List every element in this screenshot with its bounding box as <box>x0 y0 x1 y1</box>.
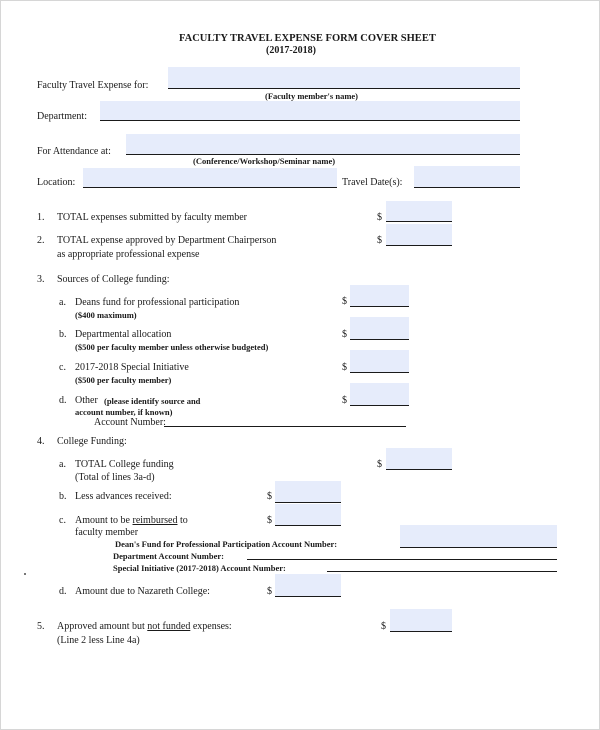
item4b-underline <box>275 502 341 503</box>
item4c-text: Amount to be reimbursed to <box>75 515 188 526</box>
item3d-text: Other <box>75 395 98 406</box>
item3b-underline <box>350 339 409 340</box>
item2-number: 2. <box>37 235 45 246</box>
item3b-dollar: $ <box>342 329 347 340</box>
item4a-amount-field[interactable] <box>386 448 452 469</box>
faculty-hint: (Faculty member's name) <box>265 91 359 101</box>
item4c-letter: c. <box>59 515 66 526</box>
form-year: (2017-2018) <box>266 45 316 56</box>
item3d-account-underline <box>164 426 406 427</box>
item3d-amount-field[interactable] <box>350 383 409 405</box>
travel-dates-label: Travel Date(s): <box>342 177 403 188</box>
item4c-underline <box>275 525 341 526</box>
department-underline <box>100 120 520 121</box>
item1-number: 1. <box>37 212 45 223</box>
dept-account-label: Department Account Number: <box>113 551 224 561</box>
department-field[interactable] <box>100 101 520 120</box>
item4b-amount-field[interactable] <box>275 481 341 502</box>
item4b-dollar: $ <box>267 491 272 502</box>
item4b-text: Less advances received: <box>75 491 172 502</box>
item3c-amount-field[interactable] <box>350 350 409 372</box>
item5-text-underlined: not funded <box>147 621 191 632</box>
item1-underline <box>386 221 452 222</box>
department-label: Department: <box>37 111 87 122</box>
special-account-field[interactable] <box>327 561 557 571</box>
item3d-underline <box>350 405 409 406</box>
travel-dates-field[interactable] <box>414 166 520 187</box>
item3b-note: ($500 per faculty member unless otherwise budgeted) <box>75 342 269 352</box>
item4-text: College Funding: <box>57 436 127 447</box>
item2-text-line2: as appropriate professional expense <box>57 249 200 260</box>
item4a-underline <box>386 469 452 470</box>
item4c-text-line2: faculty member <box>75 527 139 538</box>
special-account-label: Special Initiative (2017-2018) Account Number: <box>113 563 286 573</box>
item5-text-line2: (Line 2 less Line 4a) <box>57 635 140 646</box>
item4d-underline <box>275 596 341 597</box>
item3b-amount-field[interactable] <box>350 317 409 339</box>
item4d-amount-field[interactable] <box>275 574 341 596</box>
item3a-text: Deans fund for professional participation <box>75 297 240 308</box>
item1-amount-field[interactable] <box>386 201 452 221</box>
item4c-text-underlined: reimbursed <box>132 515 178 526</box>
item4-number: 4. <box>37 436 45 447</box>
deans-account-underline <box>400 547 557 548</box>
item3-text: Sources of College funding: <box>57 274 170 285</box>
dept-account-underline <box>247 559 557 560</box>
item4a-text: TOTAL College funding <box>75 459 174 470</box>
form-title: FACULTY TRAVEL EXPENSE FORM COVER SHEET <box>179 33 436 44</box>
location-underline <box>83 187 337 188</box>
item3d-account-label: Account Number: <box>94 417 166 428</box>
deans-account-field[interactable] <box>400 525 557 547</box>
attendance-hint: (Conference/Workshop/Seminar name) <box>193 156 336 166</box>
attendance-field[interactable] <box>126 134 520 154</box>
item3d-letter: d. <box>59 395 67 406</box>
item5-amount-field[interactable] <box>390 609 452 631</box>
item3c-underline <box>350 372 409 373</box>
margin-mark <box>24 573 26 575</box>
item1-text: TOTAL expenses submitted by faculty member <box>57 212 247 223</box>
item5-dollar: $ <box>381 621 386 632</box>
deans-account-label: Dean's Fund for Professional Participation Account Number: <box>115 539 338 549</box>
item2-dollar: $ <box>377 235 382 246</box>
faculty-label: Faculty Travel Expense for: <box>37 80 149 91</box>
item3a-underline <box>350 306 409 307</box>
location-field[interactable] <box>83 168 337 187</box>
faculty-underline <box>168 88 520 89</box>
item4c-amount-field[interactable] <box>275 504 341 525</box>
item3d-dollar: $ <box>342 395 347 406</box>
item3d-account-field[interactable] <box>164 416 406 426</box>
item4b-letter: b. <box>59 491 67 502</box>
item3b-letter: b. <box>59 329 67 340</box>
item3-number: 3. <box>37 274 45 285</box>
faculty-name-field[interactable] <box>168 67 520 88</box>
item3a-letter: a. <box>59 297 66 308</box>
item4d-dollar: $ <box>267 586 272 597</box>
item5-underline <box>390 631 452 632</box>
item4a-letter: a. <box>59 459 66 470</box>
item4d-text: Amount due to Nazareth College: <box>75 586 210 597</box>
item1-dollar: $ <box>377 212 382 223</box>
item4a-note: (Total of lines 3a-d) <box>75 472 155 483</box>
item2-text: TOTAL expense approved by Department Chairperson <box>57 235 277 246</box>
item4c-dollar: $ <box>267 515 272 526</box>
item5-number: 5. <box>37 621 45 632</box>
special-account-underline <box>327 571 557 572</box>
item3d-note-line2: account number, if known) <box>75 407 173 417</box>
item4d-letter: d. <box>59 586 67 597</box>
location-label: Location: <box>37 177 76 188</box>
item3b-text: Departmental allocation <box>75 329 172 340</box>
item3a-dollar: $ <box>342 296 347 307</box>
item5-text: Approved amount but not funded expenses: <box>57 621 232 632</box>
item3c-text: 2017-2018 Special Initiative <box>75 362 189 373</box>
item2-underline <box>386 245 452 246</box>
item4a-dollar: $ <box>377 459 382 470</box>
attendance-underline <box>126 154 520 155</box>
item3a-amount-field[interactable] <box>350 285 409 306</box>
item3a-note: ($400 maximum) <box>75 310 137 320</box>
item3c-dollar: $ <box>342 362 347 373</box>
dept-account-field[interactable] <box>247 549 557 559</box>
item3c-note: ($500 per faculty member) <box>75 375 172 385</box>
travel-dates-underline <box>414 187 520 188</box>
item2-amount-field[interactable] <box>386 224 452 245</box>
attendance-label: For Attendance at: <box>37 146 111 157</box>
item3c-letter: c. <box>59 362 66 373</box>
item3d-note: (please identify source and <box>104 396 201 406</box>
